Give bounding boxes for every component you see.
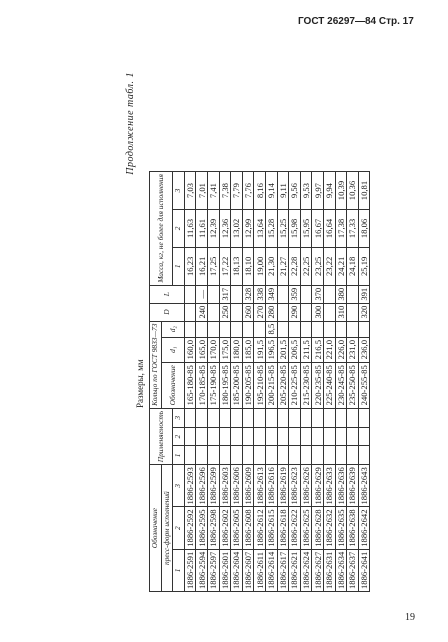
table-cell: 19,00 <box>254 247 266 285</box>
table-cell: 1886-2608 <box>242 507 254 549</box>
table-cell: 240-255-85 <box>358 362 370 408</box>
table-cell: 338 <box>254 285 266 303</box>
table-cell: 1886-2595 <box>196 507 208 549</box>
table-cell: 290 <box>289 303 301 321</box>
table-cell: 1886-2592 <box>184 507 196 549</box>
col-num: 2 <box>173 427 185 446</box>
table-cell <box>347 446 359 465</box>
table-cell: 216,5 <box>312 337 324 362</box>
table-cell: 16,21 <box>196 247 208 285</box>
table-row <box>196 172 208 592</box>
table-cell <box>219 427 231 446</box>
table-cell: 1886-2637 <box>347 549 359 591</box>
table-cell <box>323 285 335 303</box>
table-cell: 7,03 <box>184 172 196 210</box>
table-body <box>184 172 370 592</box>
table-cell: 1886-2612 <box>254 507 266 549</box>
table-cell: 1886-2623 <box>289 465 301 507</box>
table-cell <box>231 446 243 465</box>
table-cell <box>231 285 243 303</box>
table-cell: 1886-2601 <box>219 549 231 591</box>
table-cell: 22,25 <box>300 247 312 285</box>
table-cell <box>196 408 208 427</box>
table-cell <box>265 427 277 446</box>
table-cell: 165-180-85 <box>184 362 196 408</box>
table-cell: 185-200-85 <box>231 362 243 408</box>
table-cell <box>184 446 196 465</box>
col-press-forms: пресс-форм исполнений <box>161 465 173 592</box>
table-cell: 16,64 <box>323 209 335 247</box>
table-cell: 16,23 <box>184 247 196 285</box>
table-cell: 1886-2639 <box>347 465 359 507</box>
table-cell: 1886-2642 <box>358 507 370 549</box>
table-cell: 1886-2614 <box>265 549 277 591</box>
table-row <box>219 172 231 592</box>
table-cell <box>219 446 231 465</box>
table-cell <box>184 321 196 337</box>
table-cell <box>335 427 347 446</box>
table-cell: 17,38 <box>335 209 347 247</box>
table-cell: 9,53 <box>300 172 312 210</box>
table-cell: 300 <box>312 303 324 321</box>
table-cell: 221,0 <box>323 337 335 362</box>
table-cell: 175,0 <box>219 337 231 362</box>
table-row <box>358 172 370 592</box>
table-cell: 235-250-85 <box>347 362 359 408</box>
table-cell <box>347 303 359 321</box>
table-cell: 215-230-85 <box>300 362 312 408</box>
table-cell <box>277 446 289 465</box>
table-cell: 21,30 <box>265 247 277 285</box>
table-cell: 7,38 <box>219 172 231 210</box>
table-cell <box>300 446 312 465</box>
table-cell <box>207 446 219 465</box>
table-cell <box>219 321 231 337</box>
table-row <box>231 172 243 592</box>
table-cell <box>265 446 277 465</box>
table-cell <box>242 321 254 337</box>
table-cell: 1886-2598 <box>207 507 219 549</box>
table-cell: 1886-2625 <box>300 507 312 549</box>
table-cell: 1886-2596 <box>196 465 208 507</box>
table-cell: 1886-2591 <box>184 549 196 591</box>
table-cell <box>207 408 219 427</box>
table-cell: 1886-2626 <box>300 465 312 507</box>
table-cell <box>323 408 335 427</box>
table-cell: 1886-2613 <box>254 465 266 507</box>
table-continuation-label: Продолжение табл. 1 <box>125 72 136 175</box>
table-cell: 195-210-85 <box>254 362 266 408</box>
table-cell <box>300 427 312 446</box>
table-cell: 12,99 <box>242 209 254 247</box>
table-cell: 15,28 <box>265 209 277 247</box>
table-row <box>184 172 196 592</box>
col-num: 1 <box>173 549 185 591</box>
table-cell: 1886-2643 <box>358 465 370 507</box>
table-cell <box>358 321 370 337</box>
table-cell <box>207 427 219 446</box>
table-cell: 9,14 <box>265 172 277 210</box>
table-cell: 349 <box>265 285 277 303</box>
col-D: D <box>150 303 185 321</box>
col-num: 1 <box>173 247 185 285</box>
table-cell: 1886-2641 <box>358 549 370 591</box>
page-header: ГОСТ 26297—84 Стр. 17 <box>298 16 414 27</box>
table-cell <box>300 408 312 427</box>
table-row <box>347 172 359 592</box>
table-cell: 200-215-85 <box>265 362 277 408</box>
col-mass: Масса, кг, не более для исполнения <box>150 172 173 286</box>
table-cell: 1886-2631 <box>323 549 335 591</box>
table-cell: 1886-2611 <box>254 549 266 591</box>
table-cell: 226,0 <box>335 337 347 362</box>
table-cell: 1886-2593 <box>184 465 196 507</box>
table-cell: 1886-2633 <box>323 465 335 507</box>
table-cell <box>347 427 359 446</box>
table-cell: 380 <box>335 285 347 303</box>
table-title-text: Размеры, мм <box>135 359 145 408</box>
table-cell: 280 <box>265 303 277 321</box>
table-cell <box>196 321 208 337</box>
table-cell: 1886-2622 <box>289 507 301 549</box>
table-cell <box>289 427 301 446</box>
table-cell <box>312 446 324 465</box>
table-cell: 22,28 <box>289 247 301 285</box>
table-cell: 1886-2636 <box>335 465 347 507</box>
table-row <box>265 172 277 592</box>
table-cell: 1886-2628 <box>312 507 324 549</box>
table-cell: 250 <box>219 303 231 321</box>
table-cell: 180,0 <box>231 337 243 362</box>
table-cell <box>289 321 301 337</box>
table-cell: 230-245-85 <box>335 362 347 408</box>
table-cell: 1886-2602 <box>219 507 231 549</box>
table-cell: 24,18 <box>347 247 359 285</box>
table-cell <box>184 303 196 321</box>
table-cell: 185,0 <box>242 337 254 362</box>
col-applicability: Применяемость <box>150 408 173 464</box>
table-cell <box>347 321 359 337</box>
col-L: L <box>150 285 185 303</box>
table-cell: 23,22 <box>323 247 335 285</box>
table-cell <box>277 285 289 303</box>
table-cell: 190-205-85 <box>242 362 254 408</box>
table-cell: 18,10 <box>242 247 254 285</box>
table-row <box>277 172 289 592</box>
table-cell: 23,25 <box>312 247 324 285</box>
table-caption <box>125 72 147 592</box>
table-cell <box>242 446 254 465</box>
table-cell: 7,01 <box>196 172 208 210</box>
table-cell <box>347 285 359 303</box>
table-cell: 180-195-85 <box>219 362 231 408</box>
table-cell <box>207 285 219 303</box>
table-cell <box>358 408 370 427</box>
table-cell <box>312 321 324 337</box>
table-cell: 1886-2604 <box>231 549 243 591</box>
table-cell: 7,41 <box>207 172 219 210</box>
table-row <box>312 172 324 592</box>
table-cell: 260 <box>242 303 254 321</box>
table-cell: 370 <box>312 285 324 303</box>
table-cell: 236,0 <box>358 337 370 362</box>
table-cell <box>335 321 347 337</box>
table-cell <box>323 303 335 321</box>
col-d1: d₁ <box>161 337 184 362</box>
table-cell <box>358 427 370 446</box>
table-cell <box>184 427 196 446</box>
table-cell <box>196 427 208 446</box>
table-cell: 11,61 <box>196 209 208 247</box>
table-cell: 220-235-85 <box>312 362 324 408</box>
table-cell: 1886-2635 <box>335 507 347 549</box>
table-cell: 21,27 <box>277 247 289 285</box>
rotated-table-block <box>125 72 395 592</box>
table-cell: 15,95 <box>300 209 312 247</box>
col-num: 1 <box>173 446 185 465</box>
table-cell: 328 <box>242 285 254 303</box>
table-cell <box>277 408 289 427</box>
table-cell: 1886-2629 <box>312 465 324 507</box>
table-cell <box>242 427 254 446</box>
table-cell: 1886-2624 <box>300 549 312 591</box>
page-number: 19 <box>405 612 415 623</box>
table-cell: 191,5 <box>254 337 266 362</box>
table-cell: 15,98 <box>289 209 301 247</box>
table-cell: 1886-2621 <box>289 549 301 591</box>
table-cell <box>196 446 208 465</box>
table-cell: 13,02 <box>231 209 243 247</box>
table-cell: 201,5 <box>277 337 289 362</box>
table-cell <box>219 408 231 427</box>
col-num: 3 <box>173 408 185 427</box>
col-num: 3 <box>173 465 185 507</box>
table-cell: 15,25 <box>277 209 289 247</box>
table-cell: 320 <box>358 303 370 321</box>
table-cell: 7,79 <box>231 172 243 210</box>
table-cell <box>231 427 243 446</box>
table-cell: 9,56 <box>289 172 301 210</box>
table-cell <box>231 408 243 427</box>
table-cell: 1886-2594 <box>196 549 208 591</box>
table-cell <box>323 321 335 337</box>
table-row <box>242 172 254 592</box>
table-cell: 17,22 <box>219 247 231 285</box>
table-cell <box>207 303 219 321</box>
table-cell: 270 <box>254 303 266 321</box>
table-cell: 7,76 <box>242 172 254 210</box>
table-cell <box>335 446 347 465</box>
table-cell: 225-240-85 <box>323 362 335 408</box>
table-cell: 1886-2618 <box>277 507 289 549</box>
table-cell: 10,36 <box>347 172 359 210</box>
table-cell: 1886-2627 <box>312 549 324 591</box>
table-cell: 391 <box>358 285 370 303</box>
table-row <box>300 172 312 592</box>
table-cell: 12,36 <box>219 209 231 247</box>
col-num: 3 <box>173 172 185 210</box>
table-cell: 1886-2615 <box>265 507 277 549</box>
dimensions-table <box>149 171 370 592</box>
col-designation: Обозначение <box>150 465 162 592</box>
table-cell: 317 <box>219 285 231 303</box>
table-cell: 11,63 <box>184 209 196 247</box>
table-cell: 1886-2607 <box>242 549 254 591</box>
table-cell <box>254 321 266 337</box>
table-cell: 170,0 <box>207 337 219 362</box>
table-cell: 231,0 <box>347 337 359 362</box>
table-row <box>335 172 347 592</box>
table-cell: 165,0 <box>196 337 208 362</box>
table-cell: 13,64 <box>254 209 266 247</box>
table-cell <box>184 408 196 427</box>
table-cell <box>300 303 312 321</box>
table-cell <box>231 303 243 321</box>
table-cell <box>323 427 335 446</box>
table-cell: 175-190-85 <box>207 362 219 408</box>
table-cell: 1886-2597 <box>207 549 219 591</box>
table-cell <box>242 408 254 427</box>
table-cell: 8,5 <box>265 321 277 337</box>
table-cell <box>323 446 335 465</box>
table-cell <box>231 321 243 337</box>
col-num: 2 <box>173 507 185 549</box>
table-cell: 1886-2634 <box>335 549 347 591</box>
table-cell: 17,33 <box>347 209 359 247</box>
table-cell: 310 <box>335 303 347 321</box>
table-cell <box>347 408 359 427</box>
table-cell: 1886-2619 <box>277 465 289 507</box>
table-cell: 240 <box>196 303 208 321</box>
table-cell: 18,06 <box>358 209 370 247</box>
table-cell <box>184 285 196 303</box>
table-row <box>289 172 301 592</box>
table-cell <box>300 285 312 303</box>
table-cell: 24,21 <box>335 247 347 285</box>
table-cell: 18,13 <box>231 247 243 285</box>
col-ring-designation: Обозначение <box>161 362 184 408</box>
table-cell: 211,5 <box>300 337 312 362</box>
table-cell <box>207 321 219 337</box>
table-cell <box>277 303 289 321</box>
table-cell: 205-220-85 <box>277 362 289 408</box>
table-cell: — <box>196 285 208 303</box>
table-cell: 9,94 <box>323 172 335 210</box>
table-cell <box>358 446 370 465</box>
table-row <box>254 172 266 592</box>
table-cell <box>277 427 289 446</box>
table-cell: 9,97 <box>312 172 324 210</box>
table-cell: 359 <box>289 285 301 303</box>
table-cell: 1886-2606 <box>231 465 243 507</box>
table-cell: 1886-2638 <box>347 507 359 549</box>
col-d2: d₂ <box>161 321 184 337</box>
table-cell: 1886-2616 <box>265 465 277 507</box>
table-cell: 17,25 <box>207 247 219 285</box>
table-cell <box>289 408 301 427</box>
table-cell: 1886-2632 <box>323 507 335 549</box>
table-cell <box>254 427 266 446</box>
table-cell: 1886-2605 <box>231 507 243 549</box>
table-cell: 1886-2609 <box>242 465 254 507</box>
table-cell: 10,81 <box>358 172 370 210</box>
table-cell <box>254 446 266 465</box>
table-cell <box>277 321 289 337</box>
col-ring: Кольцо по ГОСТ 9833—73 <box>150 321 162 408</box>
table-cell: 210-225-85 <box>289 362 301 408</box>
table-cell: 160,0 <box>184 337 196 362</box>
table-cell: 12,39 <box>207 209 219 247</box>
table-cell <box>265 408 277 427</box>
table-cell: 25,19 <box>358 247 370 285</box>
table-cell: 196,5 <box>265 337 277 362</box>
table-cell: 170-185-85 <box>196 362 208 408</box>
col-num: 2 <box>173 209 185 247</box>
table-cell: 16,67 <box>312 209 324 247</box>
table-cell <box>300 321 312 337</box>
table-cell: 206,5 <box>289 337 301 362</box>
table-cell <box>312 427 324 446</box>
table-cell: 1886-2599 <box>207 465 219 507</box>
table-cell: 1886-2617 <box>277 549 289 591</box>
table-cell: 10,39 <box>335 172 347 210</box>
table-cell: 1886-2603 <box>219 465 231 507</box>
table-cell <box>312 408 324 427</box>
table-cell <box>289 446 301 465</box>
table-title <box>135 359 146 422</box>
table-cell: 8,16 <box>254 172 266 210</box>
table-row <box>207 172 219 592</box>
table-cell <box>335 408 347 427</box>
table-row <box>323 172 335 592</box>
table-cell <box>254 408 266 427</box>
table-cell: 9,11 <box>277 172 289 210</box>
